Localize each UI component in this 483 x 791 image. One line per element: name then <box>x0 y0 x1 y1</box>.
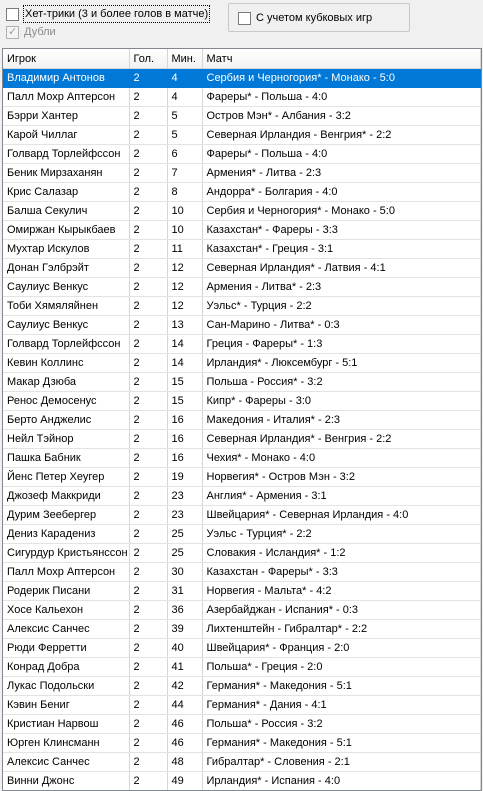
cell-match: Швейцария* - Северная Ирландия - 4:0 <box>202 506 481 525</box>
table-row[interactable] <box>3 449 481 468</box>
cell-match: Германия* - Дания - 4:1 <box>202 696 481 715</box>
cell-goals: 2 <box>129 544 167 563</box>
table-row[interactable] <box>3 601 481 620</box>
cell-minute: 8 <box>167 183 202 202</box>
players-grid[interactable] <box>2 48 482 791</box>
table-row[interactable] <box>3 316 481 335</box>
table-row[interactable] <box>3 506 481 525</box>
cell-match: Гибралтар* - Словения - 2:1 <box>202 753 481 772</box>
table-row[interactable] <box>3 145 481 164</box>
cell-minute: 39 <box>167 620 202 639</box>
cell-minute: 25 <box>167 525 202 544</box>
cell-minute: 12 <box>167 259 202 278</box>
cell-goals: 2 <box>129 677 167 696</box>
doubles-checkbox-box <box>6 26 19 39</box>
cell-match: Норвегия* - Остров Мэн - 3:2 <box>202 468 481 487</box>
cell-match: Германия* - Македония - 5:1 <box>202 734 481 753</box>
cell-minute: 15 <box>167 392 202 411</box>
cell-match: Чехия* - Монако - 4:0 <box>202 449 481 468</box>
cell-player: Голвард Торлейфссон <box>3 145 129 164</box>
cell-player: Родерик Писани <box>3 582 129 601</box>
cell-player: Саулиус Венкус <box>3 278 129 297</box>
cell-match: Казахстан* - Греция - 3:1 <box>202 240 481 259</box>
cell-minute: 25 <box>167 544 202 563</box>
cell-player: Ренос Демосенус <box>3 392 129 411</box>
table-row[interactable] <box>3 240 481 259</box>
cell-goals: 2 <box>129 639 167 658</box>
cell-goals: 2 <box>129 772 167 791</box>
cup-games-checkbox-label[interactable]: С учетом кубковых игр <box>256 12 373 24</box>
cell-minute: 16 <box>167 430 202 449</box>
cell-player: Алексис Санчес <box>3 620 129 639</box>
table-row[interactable] <box>3 563 481 582</box>
hattricks-checkbox[interactable] <box>6 6 209 22</box>
cell-minute: 46 <box>167 734 202 753</box>
table-row[interactable] <box>3 373 481 392</box>
cell-player: Хосе Кальехон <box>3 601 129 620</box>
cell-minute: 4 <box>167 69 202 88</box>
cell-goals: 2 <box>129 734 167 753</box>
cell-minute: 49 <box>167 772 202 791</box>
cell-match: Македония - Италия* - 2:3 <box>202 411 481 430</box>
cup-games-checkbox-box[interactable] <box>238 12 251 25</box>
cell-minute: 15 <box>167 373 202 392</box>
column-header-match[interactable]: Матч <box>202 49 481 69</box>
cell-match: Остров Мэн* - Албания - 3:2 <box>202 107 481 126</box>
table-row[interactable] <box>3 544 481 563</box>
cell-minute: 42 <box>167 677 202 696</box>
table-row[interactable] <box>3 278 481 297</box>
cell-match: Андорра* - Болгария - 4:0 <box>202 183 481 202</box>
cell-player: Йенс Петер Хеугер <box>3 468 129 487</box>
cell-player: Рюди Ферретти <box>3 639 129 658</box>
cell-minute: 36 <box>167 601 202 620</box>
table-row[interactable] <box>3 126 481 145</box>
table-row[interactable] <box>3 259 481 278</box>
column-header-minute[interactable]: Мин. <box>167 49 202 69</box>
cell-match: Северная Ирландия* - Латвия - 4:1 <box>202 259 481 278</box>
table-row[interactable] <box>3 487 481 506</box>
cell-minute: 30 <box>167 563 202 582</box>
cell-goals: 2 <box>129 373 167 392</box>
cell-minute: 4 <box>167 88 202 107</box>
cell-goals: 2 <box>129 316 167 335</box>
cell-minute: 12 <box>167 278 202 297</box>
cell-goals: 2 <box>129 88 167 107</box>
cell-goals: 2 <box>129 620 167 639</box>
cell-player: Палл Мохр Аптерсон <box>3 563 129 582</box>
cell-match: Казахстан - Фареры* - 3:3 <box>202 563 481 582</box>
cell-player: Омиржан Кырыкбаев <box>3 221 129 240</box>
table-row[interactable] <box>3 639 481 658</box>
cell-player: Джозеф Маккриди <box>3 487 129 506</box>
cell-match: Греция - Фареры* - 1:3 <box>202 335 481 354</box>
cell-goals: 2 <box>129 696 167 715</box>
cell-minute: 19 <box>167 468 202 487</box>
cell-match: Швейцария* - Франция - 2:0 <box>202 639 481 658</box>
cell-player: Кристиан Нарвош <box>3 715 129 734</box>
cell-match: Северная Ирландия* - Венгрия - 2:2 <box>202 430 481 449</box>
cell-player: Бэрри Хантер <box>3 107 129 126</box>
cell-player: Крис Салазар <box>3 183 129 202</box>
cell-minute: 23 <box>167 506 202 525</box>
cell-player: Мухтар Искулов <box>3 240 129 259</box>
cell-player: Кевин Коллинс <box>3 354 129 373</box>
cell-minute: 46 <box>167 715 202 734</box>
table-row[interactable] <box>3 335 481 354</box>
cell-goals: 2 <box>129 69 167 88</box>
cell-minute: 5 <box>167 126 202 145</box>
cell-goals: 2 <box>129 107 167 126</box>
table-row[interactable] <box>3 430 481 449</box>
cell-goals: 2 <box>129 430 167 449</box>
cell-minute: 10 <box>167 202 202 221</box>
cell-player: Балша Секулич <box>3 202 129 221</box>
cell-player: Макар Дзюба <box>3 373 129 392</box>
cell-player: Кэвин Бениг <box>3 696 129 715</box>
table-row[interactable] <box>3 753 481 772</box>
cell-goals: 2 <box>129 278 167 297</box>
table-row[interactable] <box>3 582 481 601</box>
cell-minute: 44 <box>167 696 202 715</box>
cell-minute: 16 <box>167 411 202 430</box>
cell-match: Армения - Литва* - 2:3 <box>202 278 481 297</box>
hattricks-checkbox-label[interactable]: Хет-трики (3 и более голов в матче) <box>25 8 209 20</box>
cell-goals: 2 <box>129 335 167 354</box>
cell-goals: 2 <box>129 582 167 601</box>
cell-player: Саулиус Венкус <box>3 316 129 335</box>
cell-goals: 2 <box>129 658 167 677</box>
cell-player: Донан Гэлбрэйт <box>3 259 129 278</box>
cell-goals: 2 <box>129 202 167 221</box>
cell-match: Норвегия - Мальта* - 4:2 <box>202 582 481 601</box>
cell-match: Англия* - Армения - 3:1 <box>202 487 481 506</box>
cell-player: Берто Анджелис <box>3 411 129 430</box>
cell-player: Дурим Зеебергер <box>3 506 129 525</box>
cup-games-checkbox[interactable] <box>238 10 372 26</box>
filter-panel <box>0 0 483 45</box>
table-row[interactable] <box>3 468 481 487</box>
players-table <box>3 49 481 791</box>
cell-minute: 23 <box>167 487 202 506</box>
cell-goals: 2 <box>129 715 167 734</box>
cell-minute: 13 <box>167 316 202 335</box>
cell-player: Сигурдур Кристьянссон <box>3 544 129 563</box>
cell-match: Фареры* - Польша - 4:0 <box>202 145 481 164</box>
cell-player: Палл Мохр Аптерсон <box>3 88 129 107</box>
cell-player: Карой Чиллаг <box>3 126 129 145</box>
table-row[interactable] <box>3 525 481 544</box>
cell-player: Беник Мирзаханян <box>3 164 129 183</box>
cell-match: Польша* - Греция - 2:0 <box>202 658 481 677</box>
cell-match: Сербия и Черногория* - Монако - 5:0 <box>202 202 481 221</box>
column-header-player[interactable]: Игрок <box>3 49 129 69</box>
cell-player: Нейл Тэйнор <box>3 430 129 449</box>
table-row[interactable] <box>3 107 481 126</box>
table-row[interactable] <box>3 392 481 411</box>
cell-minute: 5 <box>167 107 202 126</box>
cell-match: Ирландия* - Испания - 4:0 <box>202 772 481 791</box>
cell-match: Сербия и Черногория* - Монако - 5:0 <box>202 69 481 88</box>
table-row[interactable] <box>3 696 481 715</box>
table-row[interactable] <box>3 620 481 639</box>
hattricks-checkbox-box[interactable] <box>6 8 19 21</box>
cell-goals: 2 <box>129 449 167 468</box>
cell-match: Польша - Россия* - 3:2 <box>202 373 481 392</box>
cell-match: Азербайджан - Испания* - 0:3 <box>202 601 481 620</box>
cell-minute: 41 <box>167 658 202 677</box>
cell-match: Сан-Марино - Литва* - 0:3 <box>202 316 481 335</box>
cell-match: Лихтенштейн - Гибралтар* - 2:2 <box>202 620 481 639</box>
cell-match: Казахстан* - Фареры - 3:3 <box>202 221 481 240</box>
cell-player: Конрад Добра <box>3 658 129 677</box>
doubles-checkbox-label: Дубли <box>24 26 56 38</box>
cell-goals: 2 <box>129 468 167 487</box>
table-row[interactable] <box>3 88 481 107</box>
table-row[interactable] <box>3 715 481 734</box>
cell-goals: 2 <box>129 354 167 373</box>
cell-player: Лукас Подольски <box>3 677 129 696</box>
cell-goals: 2 <box>129 601 167 620</box>
table-row[interactable] <box>3 677 481 696</box>
cell-goals: 2 <box>129 145 167 164</box>
table-row[interactable] <box>3 202 481 221</box>
table-row[interactable] <box>3 297 481 316</box>
cell-goals: 2 <box>129 240 167 259</box>
header-row <box>3 49 481 69</box>
cell-minute: 14 <box>167 354 202 373</box>
cell-match: Уэльс - Турция* - 2:2 <box>202 525 481 544</box>
cell-goals: 2 <box>129 183 167 202</box>
cell-minute: 7 <box>167 164 202 183</box>
table-row[interactable] <box>3 411 481 430</box>
table-row[interactable] <box>3 69 481 88</box>
cell-goals: 2 <box>129 506 167 525</box>
cell-minute: 12 <box>167 297 202 316</box>
cell-match: Германия* - Македония - 5:1 <box>202 677 481 696</box>
column-header-goals[interactable]: Гол. <box>129 49 167 69</box>
table-row[interactable] <box>3 221 481 240</box>
cell-minute: 14 <box>167 335 202 354</box>
cell-minute: 31 <box>167 582 202 601</box>
cell-minute: 6 <box>167 145 202 164</box>
cell-match: Армения* - Литва - 2:3 <box>202 164 481 183</box>
table-row[interactable] <box>3 658 481 677</box>
cell-player: Владимир Антонов <box>3 69 129 88</box>
cell-player: Пашка Бабник <box>3 449 129 468</box>
table-row[interactable] <box>3 354 481 373</box>
cell-player: Юрген Клинсманн <box>3 734 129 753</box>
cell-goals: 2 <box>129 126 167 145</box>
cell-goals: 2 <box>129 563 167 582</box>
cell-match: Северная Ирландия - Венгрия* - 2:2 <box>202 126 481 145</box>
cell-goals: 2 <box>129 411 167 430</box>
cell-match: Словакия - Исландия* - 1:2 <box>202 544 481 563</box>
cell-minute: 10 <box>167 221 202 240</box>
cell-goals: 2 <box>129 525 167 544</box>
cell-minute: 11 <box>167 240 202 259</box>
table-row[interactable] <box>3 183 481 202</box>
cell-minute: 40 <box>167 639 202 658</box>
cell-player: Голвард Торлейфссон <box>3 335 129 354</box>
cell-match: Кипр* - Фареры - 3:0 <box>202 392 481 411</box>
cell-match: Польша* - Россия - 3:2 <box>202 715 481 734</box>
cell-player: Тоби Хямяляйнен <box>3 297 129 316</box>
cell-match: Уэльс* - Турция - 2:2 <box>202 297 481 316</box>
doubles-checkbox <box>6 24 56 40</box>
cell-player: Винни Джонс <box>3 772 129 791</box>
cell-player: Алексис Санчес <box>3 753 129 772</box>
cell-goals: 2 <box>129 259 167 278</box>
cell-match: Ирландия* - Люксембург - 5:1 <box>202 354 481 373</box>
cell-minute: 16 <box>167 449 202 468</box>
cell-goals: 2 <box>129 164 167 183</box>
table-row[interactable] <box>3 164 481 183</box>
cell-match: Фареры* - Польша - 4:0 <box>202 88 481 107</box>
cell-player: Дениз Карадениз <box>3 525 129 544</box>
cell-goals: 2 <box>129 392 167 411</box>
cell-goals: 2 <box>129 487 167 506</box>
table-row[interactable] <box>3 734 481 753</box>
cell-goals: 2 <box>129 753 167 772</box>
cell-minute: 48 <box>167 753 202 772</box>
cell-goals: 2 <box>129 297 167 316</box>
table-row[interactable] <box>3 772 481 791</box>
cell-goals: 2 <box>129 221 167 240</box>
